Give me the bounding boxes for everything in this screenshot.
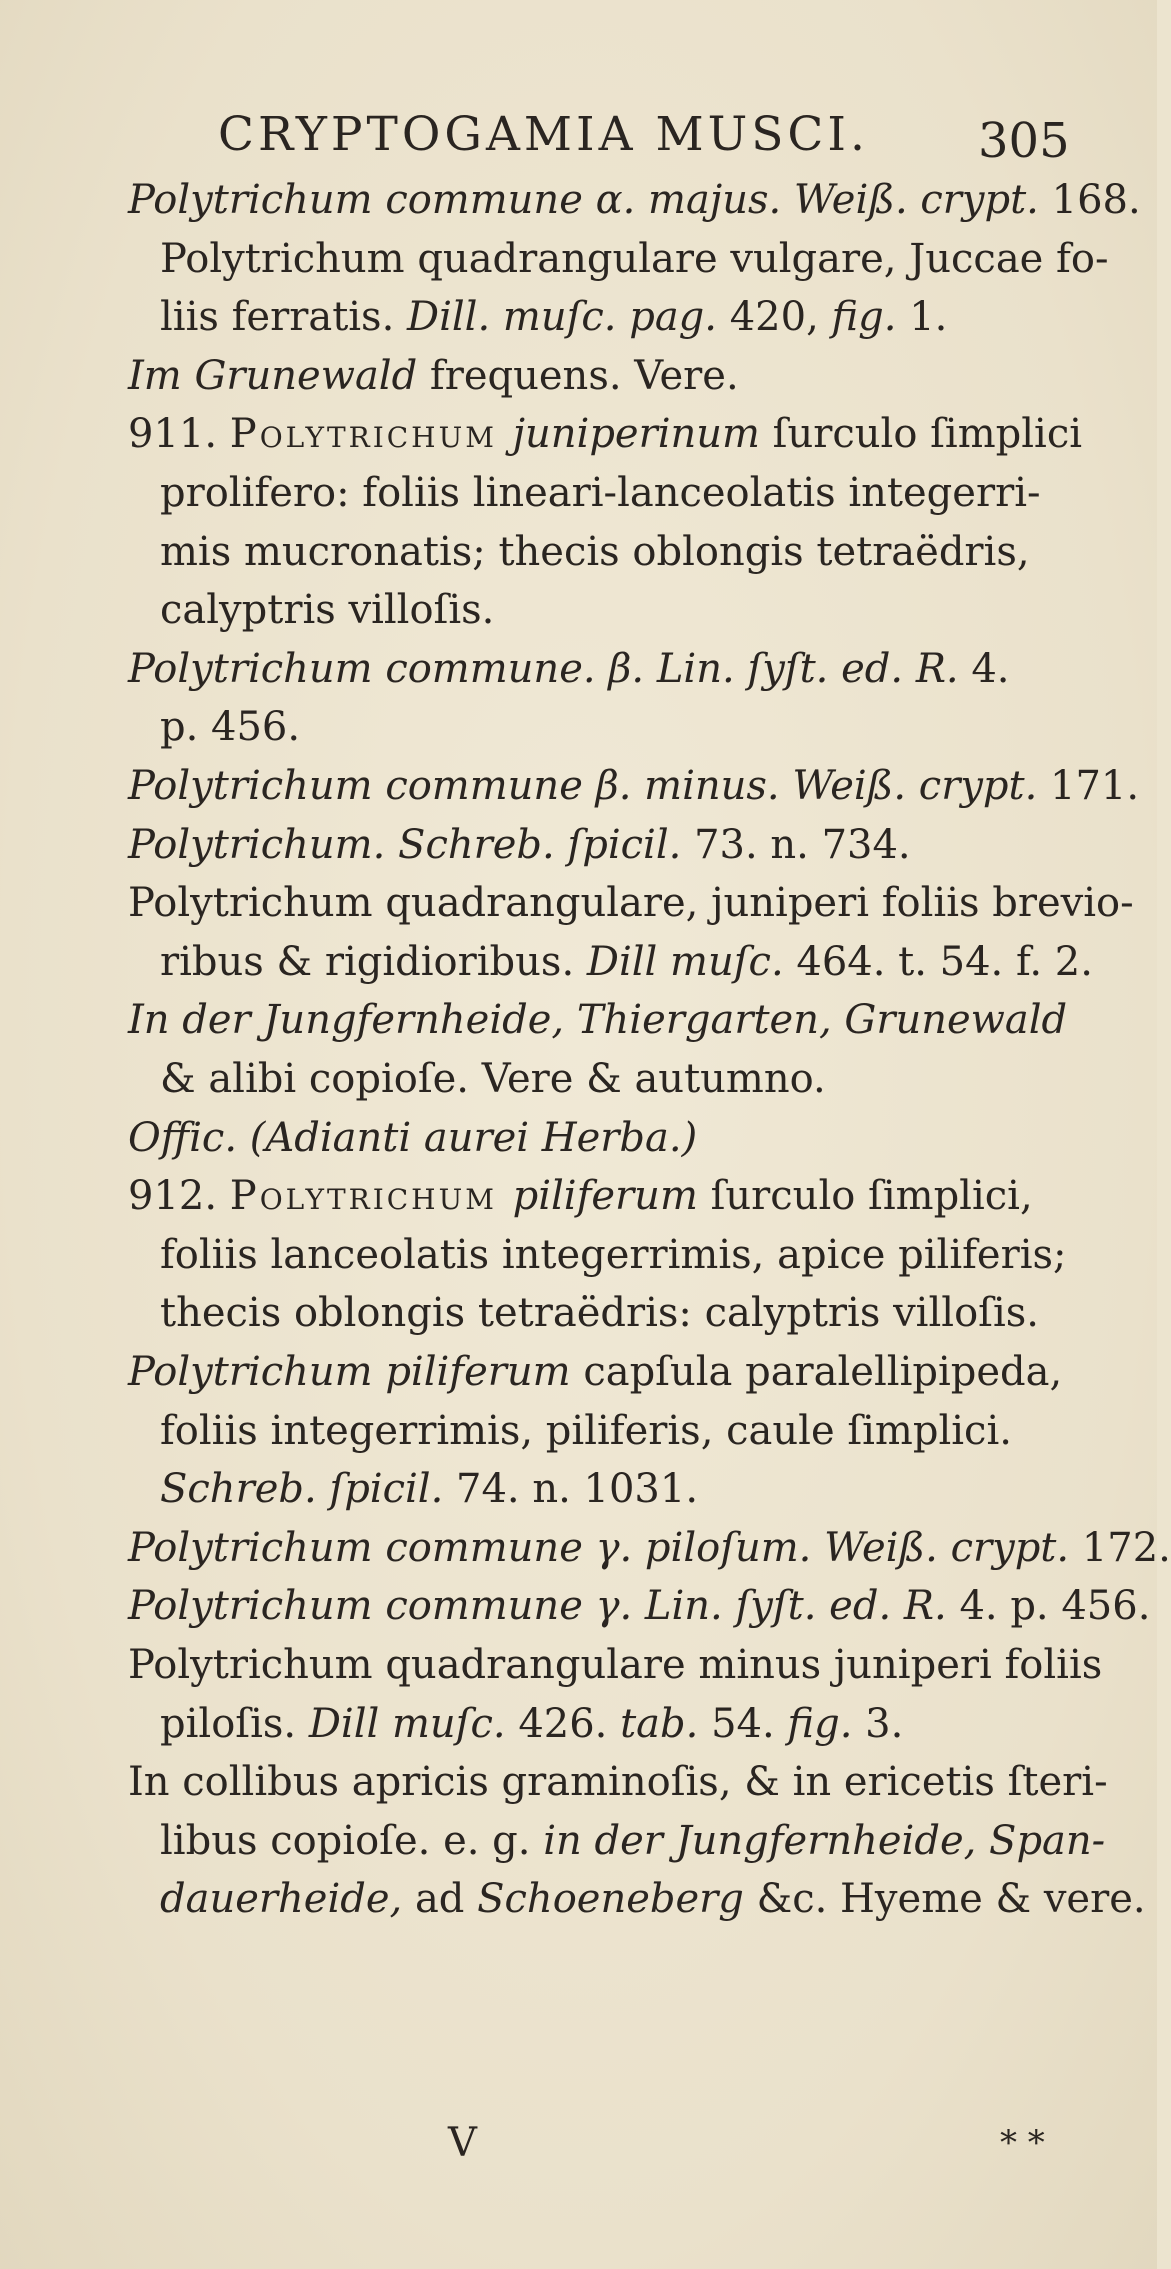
text-run: Polytrichum quadrangulare minus juniperi foliis	[128, 1642, 1103, 1688]
text-run: 4.	[971, 645, 1010, 692]
page-number: 305	[978, 113, 1070, 169]
text-run: capſula paralellipipeda,	[583, 1349, 1063, 1395]
italic-text: Dill. muſc. pag.	[407, 294, 730, 341]
text-line	[160, 524, 1030, 580]
italic-text: Schoeneberg	[477, 1876, 757, 1923]
italic-text: in der Jungfernheide, Span-	[543, 1817, 1106, 1864]
text-line	[160, 1871, 1146, 1927]
text-run: Polytrichum quadrangulare, juniperi foliis brevio-	[128, 880, 1134, 927]
text-run: frequens. Vere.	[429, 352, 739, 399]
italic-text: Polytrichum commune γ. Lin. ſyſt. ed. R.	[128, 1583, 960, 1630]
italic-text: Polytrichum commune α. majus. Weiß. crypt.	[128, 177, 1052, 223]
text-run: & alibi copioſe. Vere & autumno.	[160, 1056, 826, 1102]
text-line	[160, 231, 1108, 287]
italic-text: Dill muſc.	[586, 938, 797, 985]
italic-text: Schreb. ſpicil.	[160, 1466, 457, 1513]
text-run: p. 456.	[160, 704, 301, 751]
text-run: 172.	[1081, 1524, 1171, 1571]
text-line	[128, 1344, 1062, 1400]
text-run: 464. t. 54. f. 2.	[796, 938, 1093, 985]
text-line	[160, 1227, 1067, 1283]
text-run: prolifero: foliis lineari-lanceolatis integerri-	[160, 470, 1041, 516]
genus-name: Polytrichum	[229, 1173, 513, 1220]
text-line	[128, 172, 1141, 228]
italic-text: tab.	[620, 1700, 712, 1747]
page-header	[0, 100, 1157, 170]
text-run: ſurculo ſimplici	[772, 411, 1083, 458]
italic-text: Polytrichum commune. β. Lin. ſyſt. ed. R.	[128, 645, 972, 692]
italic-text: piliferum	[512, 1173, 711, 1220]
text-run: mis mucronatis; thecis oblongis tetraëdris,	[160, 528, 1030, 575]
italic-text: Offic. (Adianti aurei Herba.)	[128, 1114, 698, 1161]
text-line	[128, 1110, 697, 1166]
text-line	[128, 348, 739, 404]
text-run: 420,	[729, 294, 832, 341]
page-footer	[0, 2115, 1157, 2175]
text-run: thecis oblongis tetraëdris: calyptris villoſis.	[160, 1290, 1039, 1337]
text-line	[160, 934, 1093, 990]
text-line	[160, 1461, 698, 1517]
text-line	[128, 875, 1134, 931]
text-run: Polytrichum quadrangulare vulgare, Juccae fo-	[160, 235, 1109, 282]
text-line	[128, 758, 1139, 814]
signature-mark: V	[448, 2120, 477, 2166]
italic-text: dauerheide,	[160, 1876, 415, 1923]
text-run: calyptris villoſis.	[160, 587, 495, 634]
text-line	[128, 1520, 1171, 1576]
text-run: 171.	[1050, 763, 1140, 809]
text-run: 912.	[128, 1173, 230, 1220]
text-run: piloſis.	[160, 1700, 309, 1747]
text-line	[128, 992, 1067, 1048]
text-run: ſurculo ſimplici,	[710, 1173, 1033, 1220]
text-run: 73. n. 734.	[694, 821, 911, 868]
text-run: 54.	[711, 1700, 788, 1747]
text-line	[160, 1696, 903, 1752]
text-run: 911.	[128, 411, 230, 458]
italic-text: Polytrichum. Schreb. ſpicil.	[128, 821, 695, 868]
text-run: liis ferratis.	[160, 294, 408, 341]
italic-text: juniperinum	[512, 411, 773, 458]
text-line	[160, 465, 1041, 521]
italic-text: Polytrichum piliferum	[128, 1349, 584, 1395]
text-run: ad	[414, 1876, 478, 1923]
text-line	[160, 1285, 1039, 1341]
italic-text: Polytrichum commune β. minus. Weiß. crypt.	[128, 763, 1051, 809]
text-line	[160, 1051, 826, 1107]
genus-name: Polytrichum	[229, 411, 513, 458]
text-line	[128, 817, 911, 873]
italic-text: Dill muſc.	[308, 1700, 519, 1747]
text-run: 1.	[909, 294, 948, 341]
italic-text: Im Grunewald	[128, 352, 430, 399]
text-line	[128, 1754, 1108, 1810]
text-line	[160, 582, 494, 638]
italic-text: fig.	[787, 1700, 866, 1747]
text-run: &c. Hyeme & vere.	[756, 1876, 1146, 1923]
italic-text: In der Jungfernheide, Thiergarten, Grunewald	[128, 997, 1068, 1044]
text-run: In collibus apricis graminoſis, & in ericetis ſteri-	[128, 1759, 1108, 1806]
text-line	[128, 1637, 1102, 1693]
text-line	[160, 1813, 1105, 1869]
text-line	[160, 1403, 1012, 1459]
text-run: 4. p. 456.	[959, 1583, 1151, 1630]
text-line	[128, 406, 1082, 462]
text-run: foliis integerrimis, piliferis, caule ſimplici.	[160, 1407, 1012, 1454]
catchword: * *	[1000, 2123, 1045, 2163]
running-head: CRYPTOGAMIA MUSCI.	[218, 107, 869, 162]
text-run: libus copioſe. e. g.	[160, 1817, 544, 1864]
text-line	[160, 699, 300, 755]
italic-text: Polytrichum commune γ. piloſum. Weiß. crypt.	[128, 1524, 1082, 1571]
text-line	[128, 1168, 1033, 1224]
text-line	[128, 641, 1010, 697]
text-run: 426.	[518, 1700, 621, 1747]
italic-text: fig.	[831, 294, 910, 341]
text-run: foliis lanceolatis integerrimis, apice piliferis;	[160, 1231, 1067, 1278]
text-run: 74. n. 1031.	[456, 1466, 699, 1513]
text-run: 168.	[1051, 177, 1141, 223]
text-line	[128, 1578, 1150, 1634]
text-run: 3.	[865, 1700, 904, 1747]
text-run: ribus & rigidioribus.	[160, 938, 587, 985]
text-line	[160, 289, 947, 345]
